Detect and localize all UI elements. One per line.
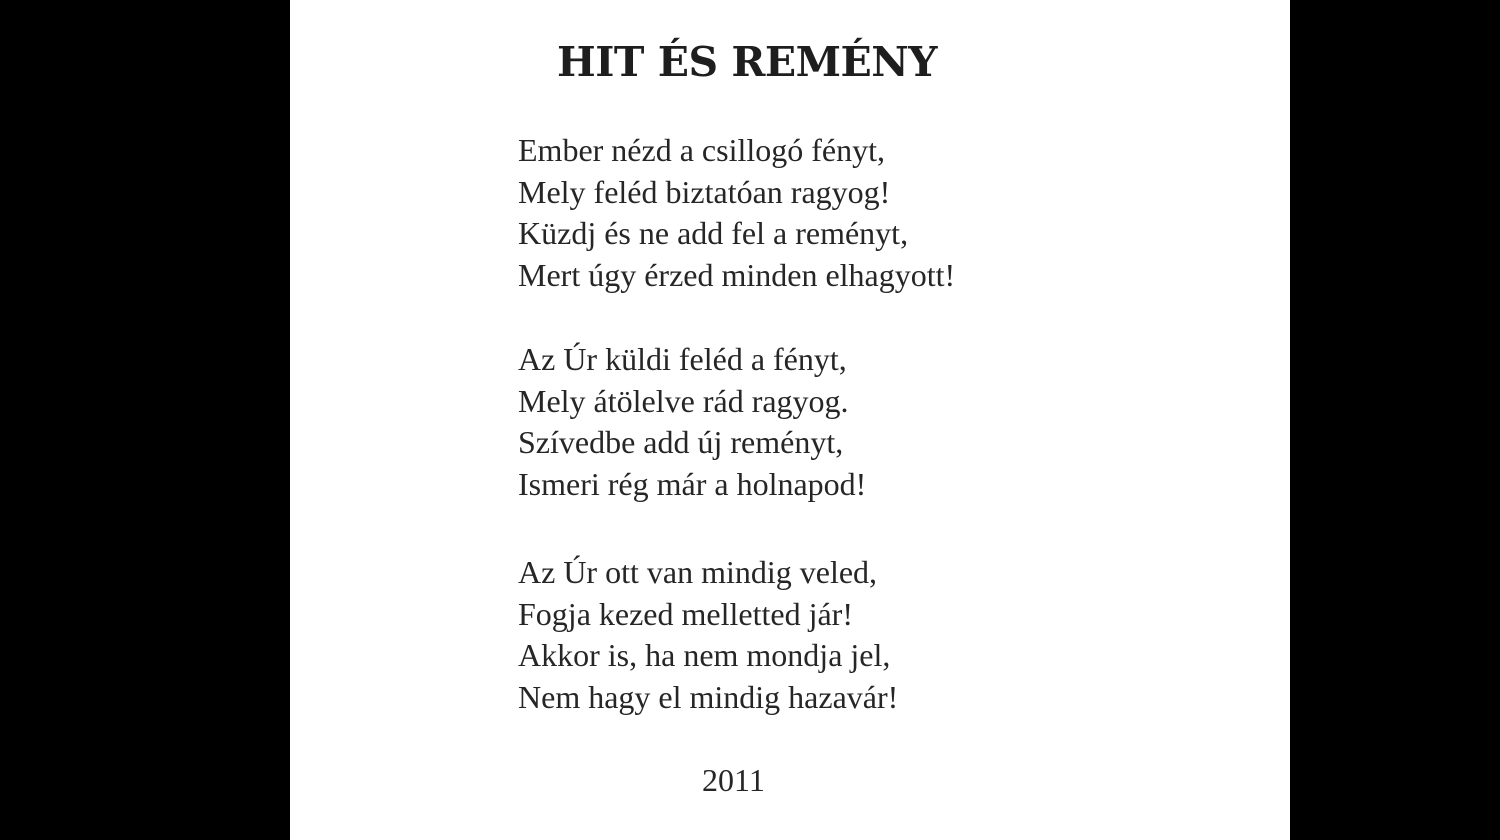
poem-line: Akkor is, ha nem mondja jel, [518, 637, 891, 673]
document-page [290, 0, 1290, 840]
poem-line: Fogja kezed melletted jár! [518, 595, 853, 632]
poem-line: Az Úr küldi feléd a fényt, [518, 341, 847, 377]
poem-line: Mely átölelve rád ragyog. [518, 382, 849, 419]
poem-year: 2011 [702, 762, 765, 798]
poem-line: Szívedbe add új reményt, [518, 424, 844, 460]
poem-line: Ember nézd a csillogó fényt, [518, 132, 885, 168]
poem-line: Nem hagy el mindig hazavár! [518, 678, 899, 715]
stanza-1 [518, 130, 955, 296]
poem-title: HIT ÉS REMÉNY [557, 38, 938, 86]
poem-line: Az Úr ott van mindig veled, [518, 554, 878, 590]
poem-line: Küzdj és ne add fel a reményt, [518, 215, 909, 251]
poem-line: Ismeri rég már a holnapod! [518, 465, 867, 502]
stanza-2 [518, 339, 866, 505]
poem-line: Mely feléd biztatóan ragyog! [518, 173, 891, 210]
stanza-3 [518, 552, 898, 718]
poem-line: Mert úgy érzed minden elhagyott! [518, 256, 956, 293]
